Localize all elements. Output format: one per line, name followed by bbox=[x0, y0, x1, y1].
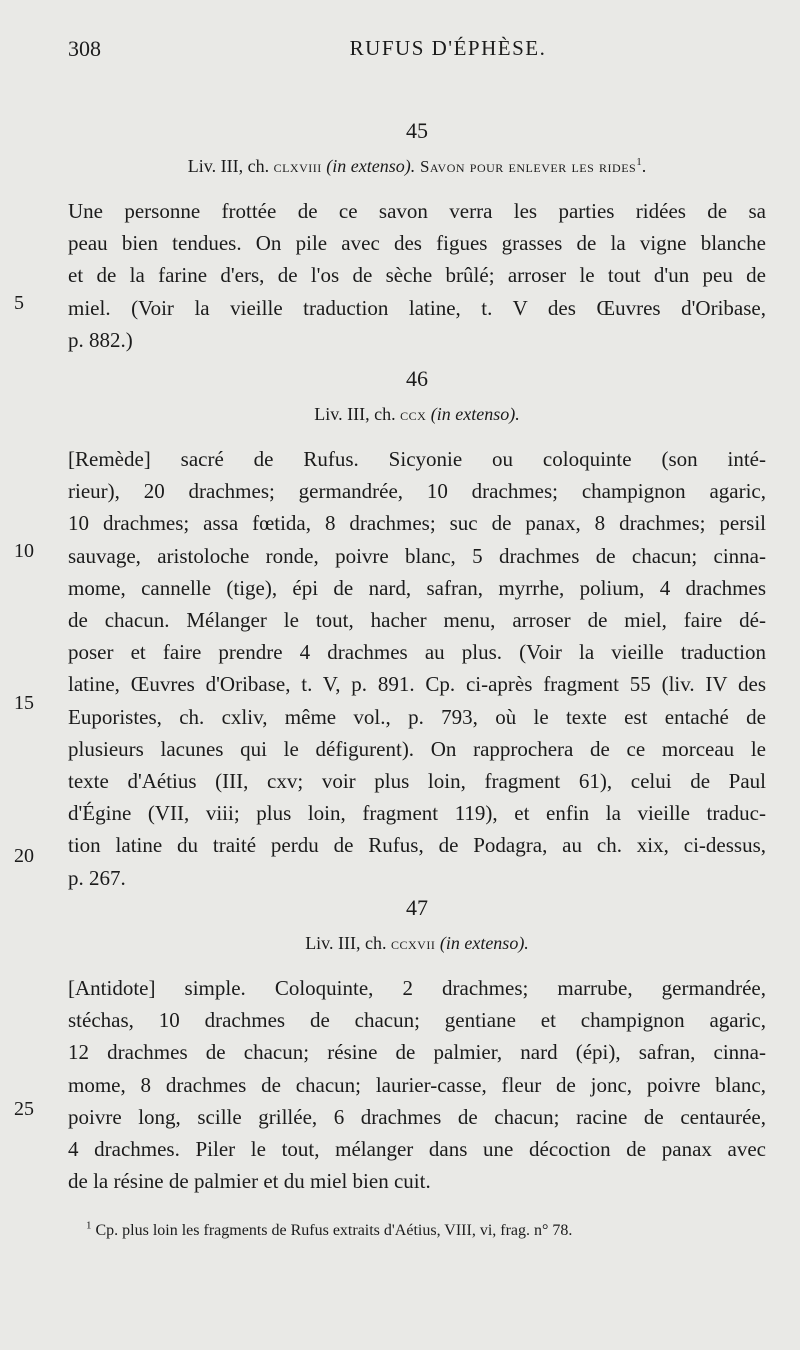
text-line: peau bien tendues. On pile avec des figues grasses de la vigne blanche bbox=[68, 231, 766, 256]
text-line: Une personne frottée de ce savon verra les parties ridées de sa bbox=[68, 199, 766, 223]
text-line: [Antidote] simple. Coloquinte, 2 drachmes; marrube, germandrée, bbox=[68, 976, 766, 1000]
text-line: de chacun. Mélanger le tout, hacher menu, arroser de miel, faire dé- bbox=[68, 608, 766, 633]
line-number: 10 bbox=[14, 540, 34, 562]
line-number: 20 bbox=[14, 845, 34, 867]
text-line: texte d'Aétius (III, cxv; voir plus loin, fragment 61), celui de Paul bbox=[68, 769, 766, 794]
running-head bbox=[68, 36, 768, 70]
text-line: 12 drachmes de chacun; résine de palmier, nard (épi), safran, cinna- bbox=[68, 1040, 766, 1065]
text-line: Euporistes, ch. cxliv, même vol., p. 793, où le texte est entaché de bbox=[68, 704, 766, 729]
footnote-mark: 1 bbox=[86, 1219, 92, 1232]
text-line: 10 drachmes; assa fœtida, 8 drachmes; suc de panax, 8 drachmes; persil bbox=[68, 511, 766, 536]
text-line: p. 882.) bbox=[68, 327, 133, 352]
text-line: de la résine de palmier et du miel bien cuit. bbox=[68, 1169, 431, 1194]
line-number: 25 bbox=[14, 1098, 34, 1120]
text-line: poser et faire prendre 4 drachmes au plus. (Voir la vieille traduction bbox=[68, 640, 766, 665]
text-line: poivre long, scille grillée, 6 drachmes de chacun; racine de centaurée, bbox=[68, 1104, 766, 1129]
text-line: [Remède] sacré de Rufus. Sicyonie ou coloquinte (son inté- bbox=[68, 447, 766, 471]
footnote-ref: 1 bbox=[636, 156, 642, 168]
page-number: 308 bbox=[68, 36, 101, 61]
fragment-47-header bbox=[68, 895, 766, 954]
text-line: plusieurs lacunes qui le défigurent). On rapprochera de ce morceau le bbox=[68, 736, 766, 761]
text-line: 4 drachmes. Piler le tout, mélanger dans une décoction de panax avec bbox=[68, 1137, 766, 1162]
fragment-number: 47 bbox=[406, 895, 428, 920]
fragment-45-header bbox=[68, 118, 766, 177]
footnote-text: Cp. plus loin les fragments de Rufus extraits d'Aétius, VIII, vi, frag. n° 78. bbox=[95, 1222, 573, 1239]
text-line: stéchas, 10 drachmes de chacun; gentiane et champignon agaric, bbox=[68, 1008, 766, 1033]
text-line: rieur), 20 drachmes; germandrée, 10 drachmes; champignon agaric, bbox=[68, 479, 766, 504]
fragment-heading: Liv. III, ch. ccx (in extenso). bbox=[314, 404, 520, 424]
text-line: mome, cannelle (tige), épi de nard, safran, myrrhe, polium, 4 drachmes bbox=[68, 575, 766, 600]
text-line: et de la farine d'ers, de l'os de sèche brûlé; arroser le tout d'un peu de bbox=[68, 263, 766, 288]
text-line: d'Égine (VII, viii; plus loin, fragment 119), et enfin la vieille traduc- bbox=[68, 801, 766, 826]
line-number: 15 bbox=[14, 692, 34, 714]
text-line: tion latine du traité perdu de Rufus, de Podagra, au ch. xix, ci-dessus, bbox=[68, 833, 766, 858]
fragment-heading: Liv. III, ch. ccxvii (in extenso). bbox=[305, 933, 529, 953]
footnote bbox=[86, 1219, 766, 1240]
line-number: 5 bbox=[14, 292, 24, 314]
fragment-47-text bbox=[68, 972, 766, 1197]
fragment-46-header bbox=[68, 366, 766, 425]
text-line: p. 267. bbox=[68, 865, 126, 890]
running-title: RUFUS D'ÉPHÈSE. bbox=[349, 36, 547, 60]
fragment-number: 45 bbox=[406, 118, 428, 143]
fragment-46-text bbox=[68, 443, 766, 894]
text-line: miel. (Voir la vieille traduction latine, t. V des Œuvres d'Oribase, bbox=[68, 295, 766, 320]
text-line: mome, 8 drachmes de chacun; laurier-casse, fleur de jonc, poivre blanc, bbox=[68, 1072, 766, 1097]
fragment-heading: Liv. III, ch. clxviii (in extenso). Savon pour enlever les rides$^1$. bbox=[187, 156, 647, 176]
fragment-45-text bbox=[68, 195, 766, 356]
text-line: sauvage, aristoloche ronde, poivre blanc, 5 drachmes de chacun; cinna- bbox=[68, 543, 766, 568]
text-line: latine, Œuvres d'Oribase, t. V, p. 891. Cp. ci-après fragment 55 (liv. IV des bbox=[68, 672, 766, 697]
fragment-number: 46 bbox=[406, 366, 428, 391]
